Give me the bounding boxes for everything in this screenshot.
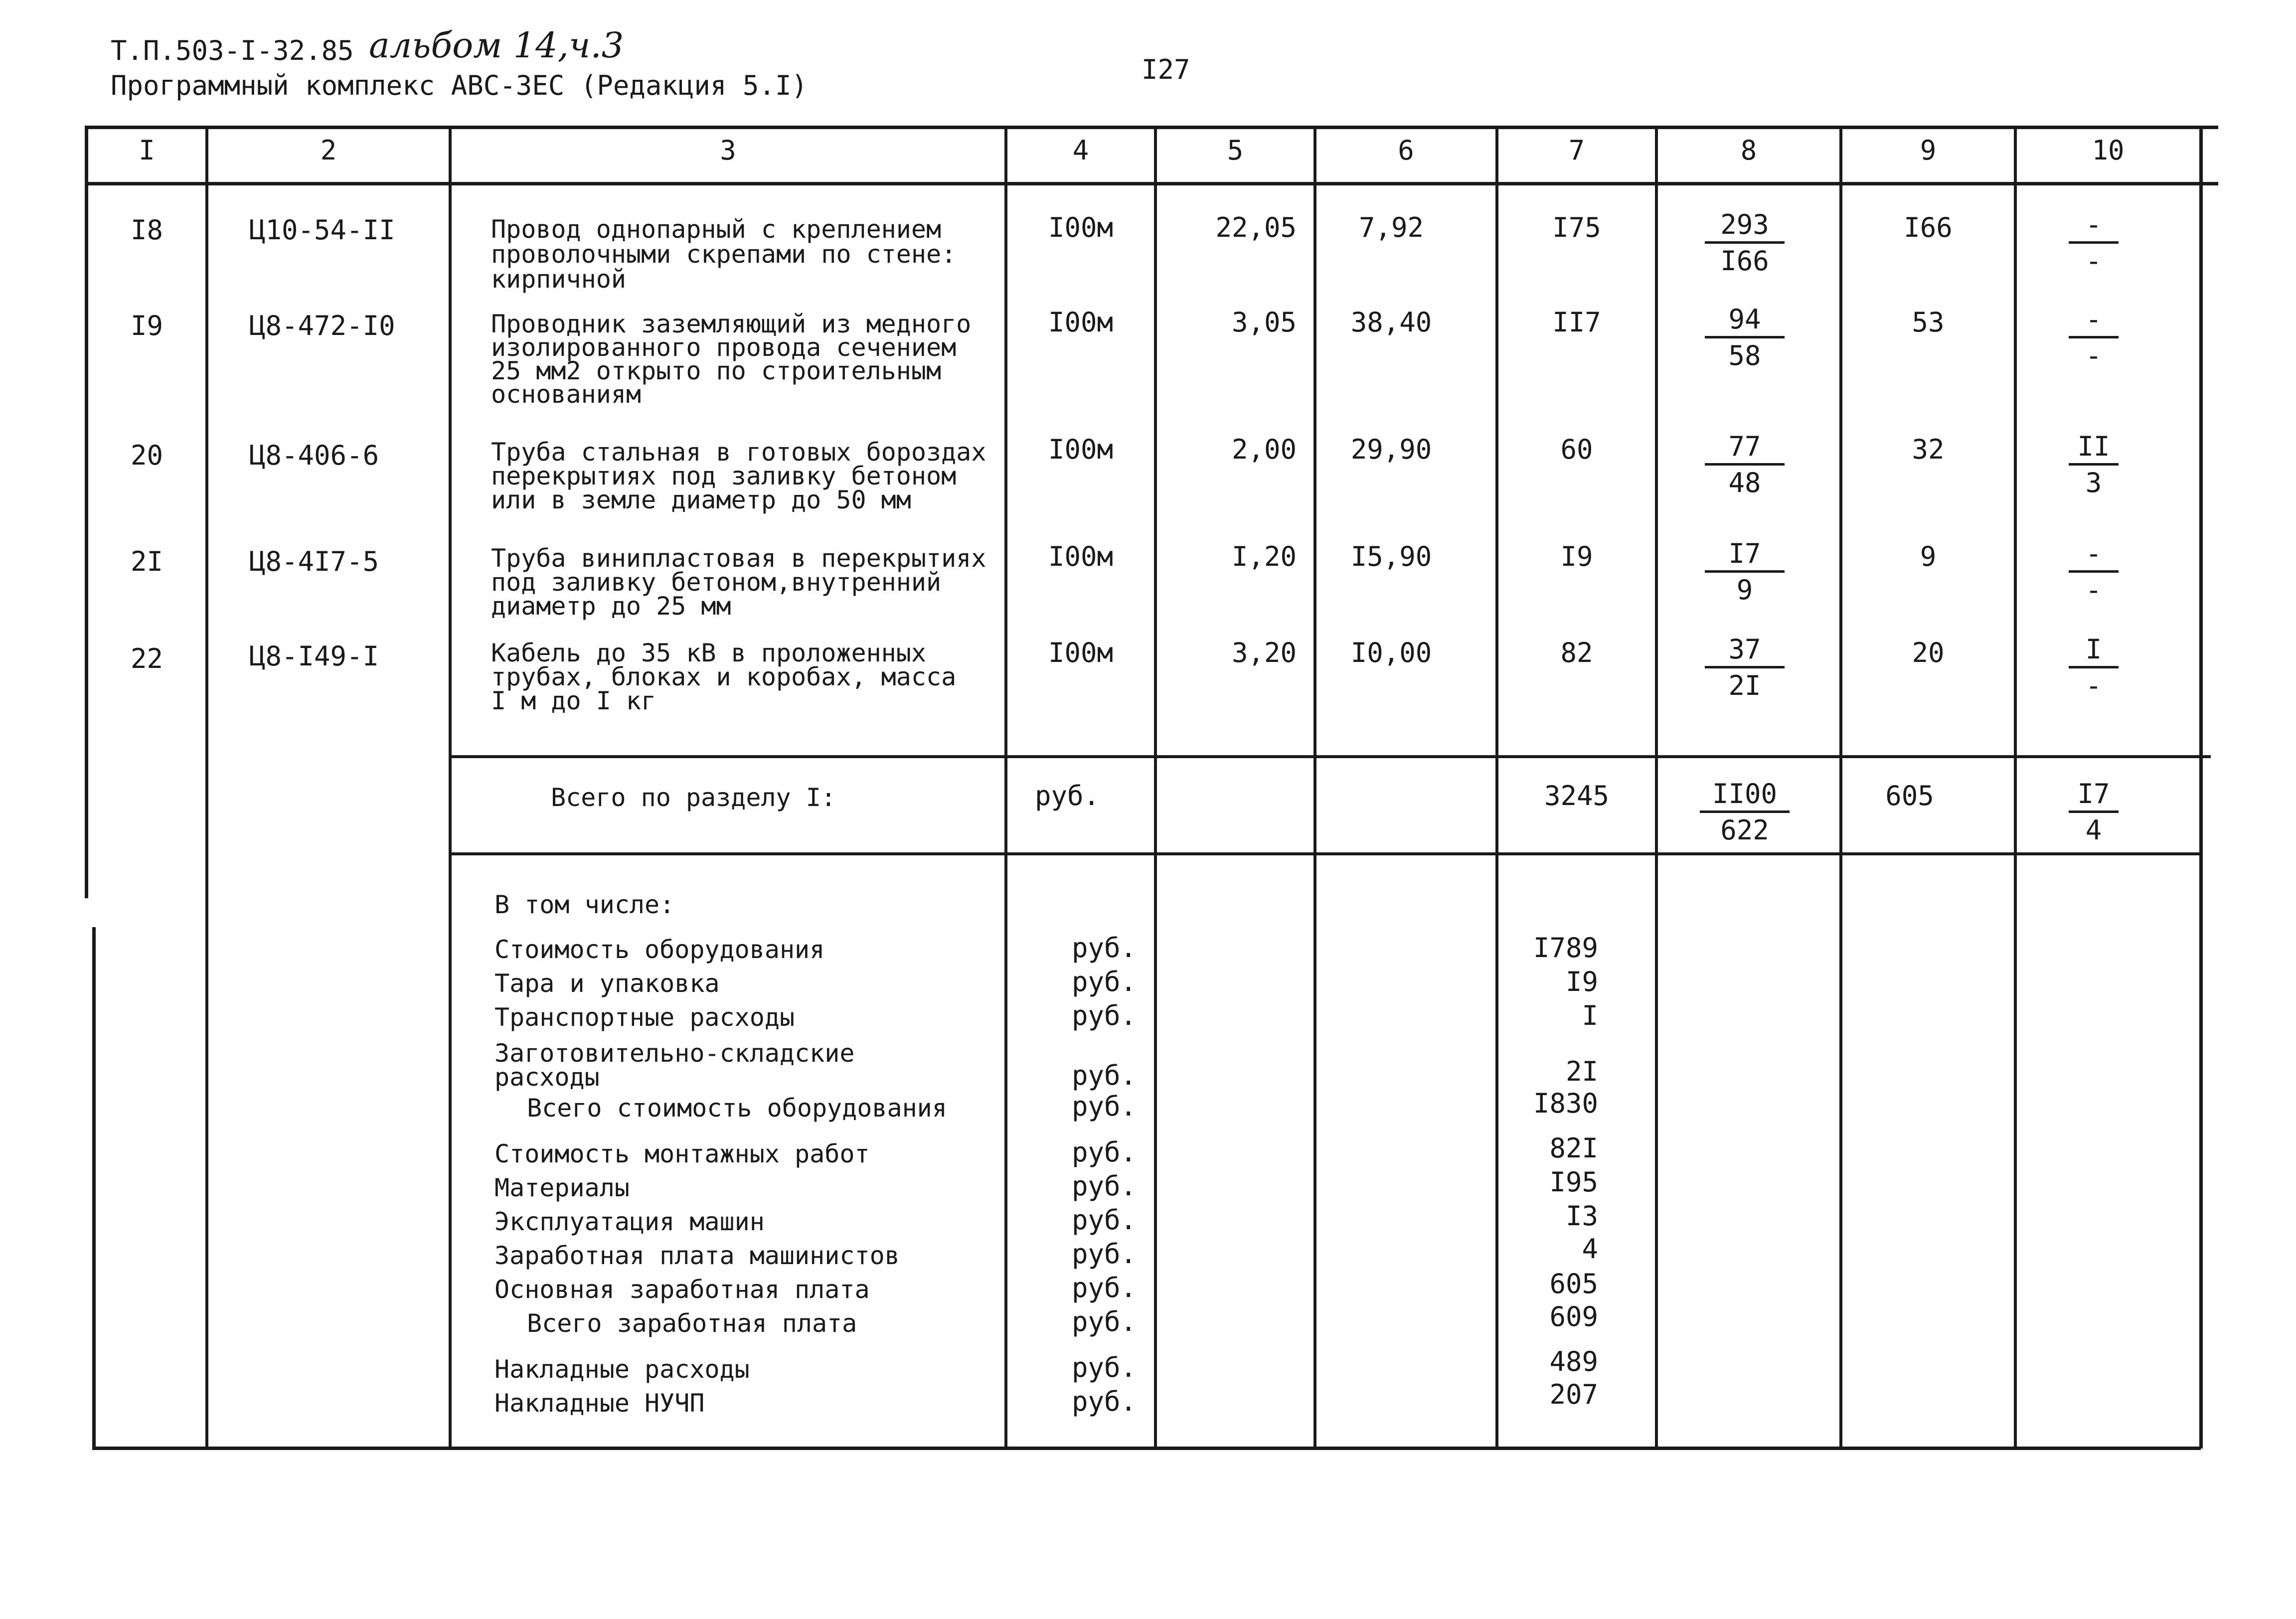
fraction-top: I [2069,634,2119,668]
fraction-top: II [2069,431,2119,466]
breakdown-value: 2I [1565,1056,1598,1087]
breakdown-unit: руб. [1072,1060,1137,1091]
rate-code: Ц8-472-I0 [249,310,395,341]
breakdown-value: I9 [1565,966,1598,997]
breakdown-label: Материалы [494,1173,630,1202]
column-header: 7 [1568,135,1585,166]
unit-price: I0,00 [1350,637,1432,668]
column-header: 3 [720,135,736,166]
fraction-top: II00 [1700,779,1790,813]
breakdown-subtotal-label: Всего стоимость оборудования [527,1094,947,1123]
breakdown-value: 609 [1549,1301,1598,1332]
breakdown-label: Заготовительно-складские [494,1039,855,1068]
fraction-top: - [2069,538,2119,573]
column-header: 4 [1072,135,1089,166]
breakdown-value: I789 [1533,932,1598,964]
column-header: 9 [1920,135,1937,166]
wages: I66 [1904,212,1953,243]
total-cost: I9 [1560,541,1593,572]
total-cost: 60 [1560,434,1593,465]
document-code: Т.П.503-I-32.85 [111,35,354,66]
rate-code: Ц8-4I7-5 [249,546,379,577]
breakdown-label: Транспортные расходы [494,1003,795,1032]
breakdown-unit: руб. [1072,1136,1137,1168]
col-divider-1 [205,126,208,1449]
column-header: 6 [1398,135,1414,166]
breakdown-value: I830 [1533,1088,1598,1119]
breakdown-unit: руб. [1072,1170,1137,1202]
unit: I00м [1048,637,1114,668]
fraction-bottom: 3 [2085,467,2102,498]
column-header: 8 [1740,135,1757,166]
breakdown-value: 489 [1549,1346,1598,1377]
fraction-bottom: 58 [1728,340,1761,371]
fraction-bottom: 622 [1720,814,1769,846]
row-number: I8 [130,214,164,246]
unit-price: 38,40 [1350,307,1432,338]
quantity: 22,05 [1215,212,1297,243]
row-description-line: перекрытиях под заливку бетоном [491,462,957,490]
rate-code: Ц8-406-6 [249,440,379,471]
row-description-line: 25 мм2 открыто по строительным [491,356,942,385]
breakdown-value: 4 [1582,1233,1598,1265]
fraction-top: I7 [1705,538,1785,573]
row-description-line: Провод однопарный с креплением [491,215,942,244]
breakdown-label: Стоимость монтажных работ [494,1139,870,1168]
row-description-line: кирпичной [491,265,626,294]
fraction-top: 94 [1705,304,1785,338]
row-number: 20 [130,440,164,471]
table-top-border [85,126,2218,129]
total-cost: 82 [1560,637,1593,668]
fraction-bottom: 4 [2085,814,2102,846]
row-description-line: Проводник заземляющий из медного [491,310,972,338]
fraction [2069,209,2119,277]
row-number: I9 [130,310,164,341]
fraction [2069,634,2119,701]
breakdown-unit: руб. [1072,1204,1137,1236]
wages: 9 [1920,541,1937,572]
breakdown-label: Заработная плата машинистов [494,1241,900,1270]
row-description-line: трубах, блоках и коробах, масса [491,662,957,691]
unit-price: 7,92 [1358,212,1424,243]
rate-code: Ц10-54-II [249,214,395,246]
fraction [2069,431,2119,498]
total-top-border [451,755,2211,758]
wages: 53 [1912,307,1945,338]
unit-price: 29,90 [1350,434,1432,465]
breakdown-unit: руб. [1072,1352,1137,1383]
total-cost: 3245 [1544,780,1610,811]
fraction-bottom: I66 [1720,245,1769,277]
unit-price: I5,90 [1350,541,1432,572]
unit: I00м [1048,541,1114,572]
fraction-bottom: - [2085,574,2102,606]
fraction [1700,779,1790,846]
breakdown-value: I3 [1565,1200,1598,1232]
fraction-bottom: 48 [1728,467,1761,498]
col-divider-7 [1655,126,1658,1449]
fraction [1705,538,1785,606]
breakdown-label: Стоимость оборудования [494,935,825,964]
fraction-bottom: 9 [1736,574,1753,606]
row-description-line: под заливку бетоном,внутренний [491,568,942,597]
total-cost: I75 [1552,212,1601,243]
wages: 605 [1885,780,1934,811]
fraction-top: I7 [2069,779,2119,813]
breakdown-subtotal-label: Всего заработная плата [527,1309,857,1338]
page-number: I27 [1142,54,1190,85]
column-header: 5 [1227,135,1244,166]
fraction [1705,304,1785,371]
row-description-line: основаниям [491,380,642,409]
fraction-bottom: - [2085,670,2102,701]
total-cost: II7 [1552,307,1601,338]
col-divider-9 [2014,126,2017,1449]
column-header: 2 [320,135,337,166]
row-description-line: изолированного провода сечением [491,333,957,362]
fraction-top: - [2069,209,2119,244]
left-border-lower [92,927,96,1449]
total-bottom-border [451,852,2201,855]
fraction-bottom: - [2085,245,2102,277]
fraction-bottom: 2I [1728,670,1761,701]
quantity: 2,00 [1231,434,1297,465]
fraction-top: 293 [1705,209,1785,244]
breakdown-label: Накладные расходы [494,1355,750,1384]
row-description-line: Кабель до 35 кВ в проложенных [491,639,926,667]
rate-code: Ц8-I49-I [249,641,379,672]
fraction-top: 77 [1705,431,1785,466]
breakdown-value: 82I [1549,1133,1598,1164]
breakdown-unit: руб. [1072,1386,1137,1417]
wages: 20 [1912,637,1945,668]
row-description-line: Труба стальная в готовых бороздах [491,438,986,467]
breakdown-title: В том числе: [494,890,675,919]
fraction [1705,431,1785,498]
row-description-line: диаметр до 25 мм [491,592,731,621]
quantity: 3,05 [1231,307,1297,338]
column-header: I [139,135,155,166]
breakdown-unit: руб. [1072,1091,1137,1122]
header-bottom-border [85,182,2218,185]
fraction [1705,634,1785,701]
breakdown-unit: руб. [1072,932,1137,964]
breakdown-value: 605 [1549,1268,1598,1299]
row-number: 22 [130,643,164,674]
unit: I00м [1048,212,1114,243]
row-number: 2I [130,546,164,577]
unit: руб. [1034,780,1100,811]
fraction [2069,538,2119,606]
breakdown-label: Эксплуатация машин [494,1207,765,1236]
fraction [2069,304,2119,371]
quantity: 3,20 [1231,637,1297,668]
column-header: 10 [2092,135,2125,166]
row-description-line: или в земле диаметр до 50 мм [491,486,911,514]
breakdown-unit: руб. [1072,1306,1137,1337]
fraction-top: - [2069,304,2119,338]
row-description-line: I м до I кг [491,686,656,715]
breakdown-unit: руб. [1072,1000,1137,1031]
handwritten-annotation: альбом 14,ч.3 [369,25,624,66]
right-border [2199,126,2203,1449]
breakdown-value: 207 [1549,1379,1598,1410]
col-divider-2 [449,126,452,1449]
fraction-bottom: - [2085,340,2102,371]
row-description-line: проволочными скрепами по стене: [491,240,957,269]
breakdown-unit: руб. [1072,966,1137,997]
breakdown-unit: руб. [1072,1272,1137,1303]
unit: I00м [1048,434,1114,465]
unit: I00м [1048,307,1114,338]
section-total-label: Всего по разделу I: [551,783,836,812]
row-description-line: Труба винипластовая в перекрытиях [491,544,986,573]
fraction-top: 37 [1705,634,1785,668]
breakdown-unit: руб. [1072,1238,1137,1270]
breakdown-label: Основная заработная плата [494,1275,870,1304]
breakdown-label: Накладные НУЧП [494,1389,705,1418]
fraction [2069,779,2119,846]
breakdown-value: I95 [1549,1166,1598,1198]
wages: 32 [1912,434,1945,465]
table-bottom-border [92,1447,2201,1450]
program-title: Программный комплекс АВС-3ЕС (Редакция 5.I) [111,70,808,101]
fraction [1705,209,1785,277]
breakdown-label: Тара и упаковка [494,969,720,998]
breakdown-label: расходы [494,1063,600,1092]
quantity: I,20 [1231,541,1297,572]
left-border [85,126,88,898]
breakdown-value: I [1582,1000,1598,1031]
